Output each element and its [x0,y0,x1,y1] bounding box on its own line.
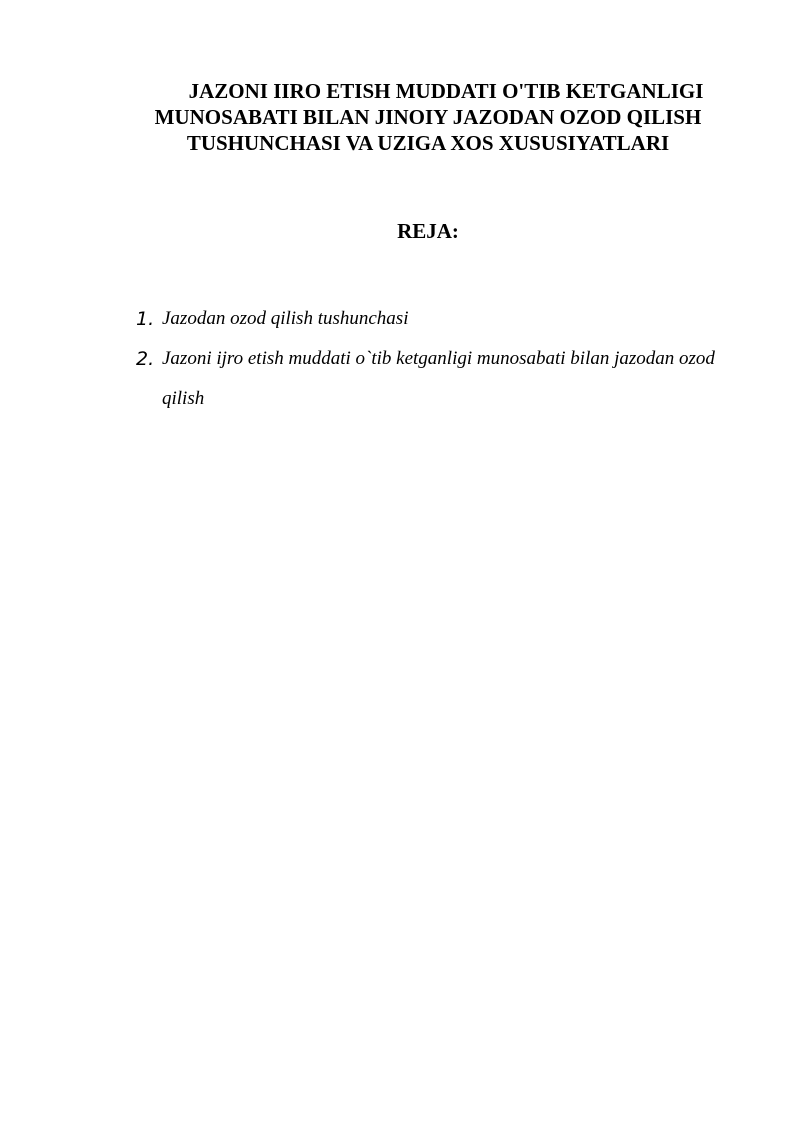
plan-item [136,299,716,339]
plan-item [136,339,716,419]
plan-item-number: 1. [136,308,155,330]
plan-heading: REJA: [397,219,459,243]
document-title: JAZONI IIRO ETISH MUDDATI O'TIB KETGANLIGI MUNOSABATI BILAN JINOIY JAZODAN OZOD QILISH TUSHUNCHASI VA UZIGA XOS XUSUSIYATLARI [154,79,704,155]
plan-item-text: Jazodan ozod qilish tushunchasi [162,308,409,329]
plan-item-number: 2. [136,348,155,370]
plan-item-text: Jazoni ijro etish muddati o`tib ketganligi munosabati bilan jazodan ozod qilish [162,348,715,409]
plan-list [136,299,716,419]
